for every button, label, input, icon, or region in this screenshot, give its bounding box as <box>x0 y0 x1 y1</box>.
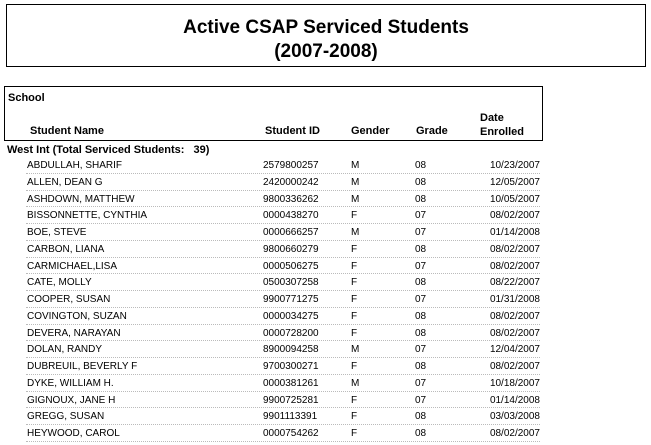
grade-cell: 07 <box>415 344 427 356</box>
grade-cell: 08 <box>415 193 427 205</box>
student-name-cell: GIGNOUX, JANE H <box>27 394 116 406</box>
student-row <box>0 392 651 409</box>
gender-cell: M <box>351 176 360 188</box>
school-name: West Int <box>7 144 50 156</box>
grade-cell: 07 <box>415 260 427 272</box>
student-id-cell: 0000506275 <box>263 260 319 272</box>
student-row <box>0 408 651 425</box>
grade-cell: 08 <box>415 411 427 423</box>
date-enrolled-cell: 01/14/2008 <box>489 227 540 238</box>
date-enrolled-cell: 08/02/2007 <box>489 361 540 372</box>
student-id-cell: 9800660279 <box>263 243 319 255</box>
gender-cell: M <box>351 344 360 356</box>
student-row <box>0 325 651 342</box>
student-id-cell: 0000754262 <box>263 428 319 439</box>
row-divider <box>26 441 540 442</box>
grade-cell: 08 <box>415 277 427 289</box>
gender-cell: F <box>351 260 358 272</box>
date-enrolled-cell: 10/05/2007 <box>489 193 540 205</box>
student-row <box>0 174 651 191</box>
grade-cell: 08 <box>415 310 427 322</box>
student-name-cell: BISSONNETTE, CYNTHIA <box>27 210 148 222</box>
student-row <box>0 274 651 291</box>
gender-cell: F <box>351 361 358 372</box>
student-id-cell: 0000666257 <box>263 227 319 238</box>
grade-cell: 07 <box>415 294 427 305</box>
date-enrolled-cell: 08/22/2007 <box>489 277 540 289</box>
gender-cell: M <box>351 160 360 171</box>
student-id-cell: 9700300271 <box>263 361 319 372</box>
grade-header: Grade <box>416 125 448 137</box>
grade-cell: 08 <box>415 428 427 439</box>
date-enrolled-cell: 08/02/2007 <box>489 327 540 339</box>
student-id-cell: 0000034275 <box>263 310 319 322</box>
student-row <box>0 191 651 208</box>
gender-cell: F <box>351 243 358 255</box>
student-id-header: Student ID <box>265 125 320 137</box>
date-enrolled-cell: 01/14/2008 <box>489 394 540 406</box>
school-group-heading <box>7 144 209 156</box>
date-enrolled-cell: 10/23/2007 <box>489 160 540 171</box>
student-name-cell: ABDULLAH, SHARIF <box>27 160 123 171</box>
student-name-cell: HEYWOOD, CAROL <box>27 428 120 439</box>
date-enrolled-header <box>480 111 524 139</box>
gender-cell: F <box>351 277 358 289</box>
student-name-cell: ASHDOWN, MATTHEW <box>27 193 135 205</box>
school-header: School <box>8 92 45 104</box>
student-id-cell: 9900725281 <box>263 394 319 406</box>
date-enrolled-cell: 08/02/2007 <box>489 310 540 322</box>
date-enrolled-cell: 08/02/2007 <box>489 428 540 439</box>
grade-cell: 08 <box>415 176 427 188</box>
date-enrolled-cell: 12/04/2007 <box>489 344 540 356</box>
student-name-cell: DUBREUIL, BEVERLY F <box>27 361 138 372</box>
student-id-cell: 2579800257 <box>263 160 319 171</box>
grade-cell: 07 <box>415 210 427 222</box>
student-id-cell: 0500307258 <box>263 277 319 289</box>
gender-cell: F <box>351 210 358 222</box>
total-count: 39) <box>193 144 210 156</box>
student-id-cell: 0000438270 <box>263 210 319 222</box>
student-name-cell: COVINGTON, SUZAN <box>27 310 127 322</box>
date-enrolled-cell: 08/02/2007 <box>489 210 540 222</box>
student-id-cell: 9901113391 <box>263 411 318 423</box>
student-row <box>0 291 651 308</box>
student-name-cell: CARBON, LIANA <box>27 243 105 255</box>
student-name-cell: ALLEN, DEAN G <box>27 176 103 188</box>
date-enrolled-cell: 08/02/2007 <box>489 243 540 255</box>
student-name-cell: DYKE, WILLIAM H. <box>27 377 114 389</box>
grade-cell: 08 <box>415 327 427 339</box>
gender-cell: M <box>351 377 360 389</box>
gender-header: Gender <box>351 125 390 137</box>
gender-cell: M <box>351 227 360 238</box>
student-row <box>0 258 651 275</box>
date-header-line1: Date <box>480 112 504 124</box>
student-id-cell: 0000728200 <box>263 327 319 339</box>
date-enrolled-cell: 08/02/2007 <box>489 260 540 272</box>
student-list <box>0 157 651 442</box>
gender-cell: F <box>351 327 358 339</box>
student-row <box>0 375 651 392</box>
gender-cell: F <box>351 394 358 406</box>
student-row <box>0 341 651 358</box>
student-id-cell: 8900094258 <box>263 344 319 356</box>
report-title-box <box>6 4 646 67</box>
student-id-cell: 9900771275 <box>263 294 319 305</box>
student-row <box>0 358 651 375</box>
report-title: Active CSAP Serviced Students <box>183 17 469 38</box>
gender-cell: F <box>351 310 358 322</box>
student-row <box>0 157 651 174</box>
gender-cell: F <box>351 428 358 439</box>
report-subtitle: (2007-2008) <box>274 41 378 62</box>
student-name-cell: GREGG, SUSAN <box>27 411 105 423</box>
student-name-cell: CATE, MOLLY <box>27 277 92 289</box>
gender-cell: F <box>351 294 358 305</box>
student-id-cell: 2420000242 <box>263 176 319 188</box>
student-name-cell: DOLAN, RANDY <box>27 344 103 356</box>
grade-cell: 08 <box>415 243 427 255</box>
student-row <box>0 207 651 224</box>
student-row <box>0 308 651 325</box>
student-row <box>0 241 651 258</box>
student-id-cell: 9800336262 <box>263 193 319 205</box>
student-row <box>0 224 651 241</box>
grade-cell: 07 <box>415 394 427 406</box>
date-enrolled-cell: 03/03/2008 <box>489 411 540 423</box>
student-name-cell: DEVERA, NARAYAN <box>27 327 121 339</box>
date-enrolled-cell: 10/18/2007 <box>489 377 540 389</box>
grade-cell: 07 <box>415 377 427 389</box>
gender-cell: M <box>351 193 360 205</box>
student-name-header: Student Name <box>30 125 104 137</box>
total-label: (Total Serviced Students: <box>52 144 185 156</box>
grade-cell: 07 <box>415 227 427 238</box>
student-id-cell: 0000381261 <box>263 377 319 389</box>
date-enrolled-cell: 01/31/2008 <box>489 294 540 305</box>
student-row <box>0 425 651 442</box>
student-name-cell: COOPER, SUSAN <box>27 294 111 305</box>
student-name-cell: CARMICHAEL,LISA <box>27 260 118 272</box>
date-enrolled-cell: 12/05/2007 <box>489 176 540 188</box>
grade-cell: 08 <box>415 160 427 171</box>
date-header-line2: Enrolled <box>480 126 525 138</box>
gender-cell: F <box>351 411 358 423</box>
student-name-cell: BOE, STEVE <box>27 227 87 238</box>
column-header-box <box>4 86 543 141</box>
grade-cell: 08 <box>415 361 427 372</box>
